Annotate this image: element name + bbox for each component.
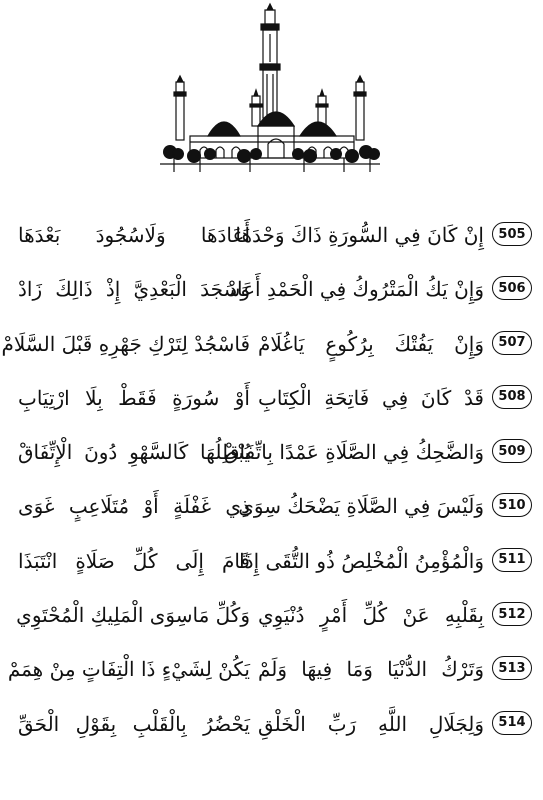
first-hemistich: بِقَلْبِهِ عَنْ كُلِّ أَمْرٍ دُنْيَوِي xyxy=(258,603,484,628)
verse-511 xyxy=(0,544,543,598)
mosque-illustration xyxy=(160,4,380,176)
first-hemistich: وَالْمُؤْمِنُ الْمُخْلِصُ ذُو التُّقَى إِذَا xyxy=(239,548,484,573)
verse-number: 514 xyxy=(492,711,532,735)
second-hemistich: أَعَادَهَا وَلَاسُجُودَ بَعْدَهَا xyxy=(18,223,250,247)
verse-number: 513 xyxy=(492,656,532,680)
verse-508 xyxy=(0,381,543,435)
verse-509 xyxy=(0,435,543,489)
verse-505 xyxy=(0,218,543,272)
first-hemistich: وَإِنْ يَفُتْكَ بِرُكُوعٍ يَاغُلَامْ xyxy=(258,331,484,356)
verse-507 xyxy=(0,327,543,381)
first-hemistich: قَدْ كَانَ فِي فَاتِحَةِ الْكِتَابِ xyxy=(258,385,484,410)
second-hemistich: ذِي غَفْلَةٍ أَوْ مُتَلَاعِبٍ غَوَى xyxy=(18,494,250,519)
second-hemistich: أَوْ سُورَةٍ فَقَطْ بِلَا ارْتِيَابِ xyxy=(18,385,250,410)
first-hemistich: إِنْ كَانَ فِي السُّورَةِ ذَاكَ وَحْدَهَا xyxy=(235,223,484,247)
verse-510 xyxy=(0,489,543,543)
second-hemistich: وَسَجَدَ الْبَعْدِيَّ إِذْ ذَالِكَ زَادْ xyxy=(18,277,250,302)
verse-512 xyxy=(0,598,543,652)
verse-number: 506 xyxy=(492,276,532,300)
second-hemistich: يُبْطِلُهَا كَالسَّهْوِ دُونَ الْإِتِّفَاقْ xyxy=(18,440,250,465)
verse-number: 511 xyxy=(492,548,532,572)
verse-number: 512 xyxy=(492,602,532,626)
verse-number: 508 xyxy=(492,385,532,409)
poem xyxy=(0,218,543,761)
first-hemistich: وَالضَّحِكُ فِي الصَّلَاةِ عَمْدًا بِاتِّفَاقْ xyxy=(224,440,484,465)
verse-513 xyxy=(0,652,543,706)
first-hemistich: وَتَرْكُ الدُّنْيَا وَمَا فِيهَا وَلَمْ xyxy=(258,657,484,682)
second-hemistich: يَحْضُرُ بِالْقَلْبِ بِقَوْلِ الْحَقِّ xyxy=(18,711,250,736)
second-hemistich: فَاسْجُدْ لِتَرْكِ جَهْرِهِ قَبْلَ السَّلَامْ xyxy=(1,331,250,356)
verse-506 xyxy=(0,272,543,326)
verse-number: 509 xyxy=(492,439,532,463)
verse-number: 505 xyxy=(492,222,532,246)
second-hemistich: وَكُلِّ مَاسِوَى الْمَلِيكِ الْمُحْتَوِي xyxy=(16,603,250,628)
verse-514 xyxy=(0,707,543,761)
first-hemistich: وَإِنْ يَكُ الْمَتْرُوكُ فِي الْحَمْدِ أَعَادْ xyxy=(228,277,484,302)
first-hemistich: وَلِجَلَالِ اللَّهِ رَبِّ الْخَلْقِ xyxy=(258,711,484,736)
second-hemistich: قَامَ إِلَى كُلِّ صَلَاةٍ انْتَبَذَا xyxy=(18,548,250,573)
verse-number: 510 xyxy=(492,493,532,517)
second-hemistich: يَكُنْ لِشَيْءٍ ذَا الْتِفَاتٍ مِنْ هِمَمْ xyxy=(7,657,250,682)
verse-number: 507 xyxy=(492,331,532,355)
first-hemistich: وَلَيْسَ فِي الصَّلَاةِ يَضْحَكُ سِوَى xyxy=(238,494,484,519)
